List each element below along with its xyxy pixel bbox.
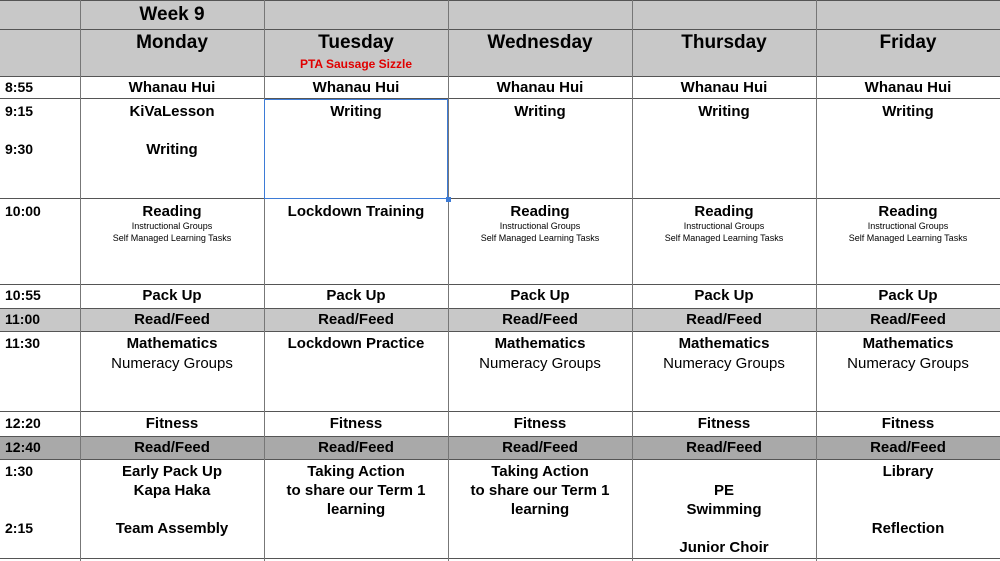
writing: Writing — [330, 103, 382, 120]
selected-cell-outline — [264, 99, 448, 199]
reading: Reading — [142, 203, 202, 220]
week-label: Week 9 — [139, 4, 205, 25]
time-1240: 12:40 — [5, 439, 41, 455]
day-monday: Monday — [136, 32, 208, 53]
fill-handle[interactable] — [446, 197, 451, 202]
numeracy-groups: Numeracy Groups — [111, 355, 233, 372]
taking-action: Taking Action — [307, 463, 405, 480]
pack-up: Pack Up — [510, 287, 570, 304]
pack-up: Pack Up — [878, 287, 938, 304]
read-feed: Read/Feed — [502, 311, 578, 328]
cell-thu-915[interactable] — [632, 103, 816, 197]
share-term-1: to share our Term 1 — [286, 482, 426, 499]
cell-mon-1000[interactable] — [80, 203, 264, 283]
read-feed: Read/Feed — [870, 311, 946, 328]
time-215: 2:15 — [5, 520, 34, 536]
pack-up: Pack Up — [694, 287, 754, 304]
kiva-lesson: KiVaLesson — [129, 103, 215, 120]
read-feed: Read/Feed — [134, 439, 210, 456]
mathematics: Mathematics — [494, 335, 586, 352]
lockdown-training: Lockdown Training — [287, 203, 425, 220]
junior-choir: Junior Choir — [679, 539, 769, 556]
library: Library — [882, 463, 934, 480]
reading: Reading — [694, 203, 754, 220]
numeracy-groups: Numeracy Groups — [847, 355, 969, 372]
mathematics: Mathematics — [126, 335, 218, 352]
whanau-hui: Whanau Hui — [496, 79, 584, 96]
read-feed: Read/Feed — [318, 311, 394, 328]
whanau-hui: Whanau Hui — [680, 79, 768, 96]
time-1220: 12:20 — [5, 415, 41, 431]
whanau-hui: Whanau Hui — [312, 79, 400, 96]
kapa-haka: Kapa Haka — [133, 482, 211, 499]
reading: Reading — [510, 203, 570, 220]
instructional-groups: Instructional Groups — [499, 221, 581, 231]
time-855: 8:55 — [5, 79, 34, 95]
read-feed: Read/Feed — [686, 311, 762, 328]
time-915: 9:15 — [5, 103, 34, 119]
read-feed: Read/Feed — [870, 439, 946, 456]
reading: Reading — [878, 203, 938, 220]
whanau-hui: Whanau Hui — [864, 79, 952, 96]
day-friday: Friday — [879, 32, 937, 53]
cell-wed-1130[interactable] — [448, 335, 632, 410]
cell-tue-130[interactable] — [264, 463, 448, 557]
cell-thu-1130[interactable] — [632, 335, 816, 410]
self-managed-tasks: Self Managed Learning Tasks — [664, 233, 784, 243]
time-1100: 11:00 — [5, 311, 41, 327]
numeracy-groups: Numeracy Groups — [479, 355, 601, 372]
writing: Writing — [698, 103, 750, 120]
cell-tue-1130[interactable] — [264, 335, 448, 410]
mathematics: Mathematics — [862, 335, 954, 352]
numeracy-groups: Numeracy Groups — [663, 355, 785, 372]
cell-wed-130[interactable] — [448, 463, 632, 557]
cell-fri-130[interactable] — [816, 463, 1000, 557]
learning: learning — [510, 501, 570, 518]
writing: Writing — [146, 141, 198, 158]
team-assembly: Team Assembly — [115, 520, 229, 537]
cell-fri-915[interactable] — [816, 103, 1000, 197]
pta-note: PTA Sausage Sizzle — [299, 57, 413, 71]
whanau-hui: Whanau Hui — [128, 79, 216, 96]
share-term-1: to share our Term 1 — [470, 482, 610, 499]
cell-fri-1130[interactable] — [816, 335, 1000, 410]
read-feed: Read/Feed — [502, 439, 578, 456]
lockdown-practice: Lockdown Practice — [287, 335, 425, 352]
fitness: Fitness — [145, 415, 199, 432]
learning: learning — [326, 501, 386, 518]
read-feed: Read/Feed — [686, 439, 762, 456]
cell-thu-1000[interactable] — [632, 203, 816, 283]
fitness: Fitness — [697, 415, 751, 432]
pe: PE — [713, 482, 734, 499]
instructional-groups: Instructional Groups — [131, 221, 213, 231]
cell-wed-1000[interactable] — [448, 203, 632, 283]
time-1000: 10:00 — [5, 203, 41, 219]
early-pack-up: Early Pack Up — [121, 463, 223, 480]
fitness: Fitness — [513, 415, 567, 432]
writing: Writing — [882, 103, 934, 120]
day-tuesday: Tuesday — [318, 32, 394, 53]
self-managed-tasks: Self Managed Learning Tasks — [848, 233, 968, 243]
cell-thu-130[interactable] — [632, 463, 816, 557]
time-1055: 10:55 — [5, 287, 41, 303]
cell-fri-1000[interactable] — [816, 203, 1000, 283]
pack-up: Pack Up — [326, 287, 386, 304]
day-wednesday: Wednesday — [487, 32, 593, 53]
pack-up: Pack Up — [142, 287, 202, 304]
taking-action: Taking Action — [491, 463, 589, 480]
cell-tue-1000[interactable] — [264, 203, 448, 283]
time-130: 1:30 — [5, 463, 34, 479]
cell-wed-915[interactable] — [448, 103, 632, 197]
swimming: Swimming — [686, 501, 762, 518]
read-feed: Read/Feed — [318, 439, 394, 456]
instructional-groups: Instructional Groups — [683, 221, 765, 231]
cell-mon-130[interactable] — [80, 463, 264, 557]
cell-mon-1130[interactable] — [80, 335, 264, 410]
fitness: Fitness — [329, 415, 383, 432]
writing: Writing — [514, 103, 566, 120]
read-feed: Read/Feed — [134, 311, 210, 328]
mathematics: Mathematics — [678, 335, 770, 352]
time-1130: 11:30 — [5, 335, 41, 351]
week-label-cell[interactable] — [80, 4, 264, 28]
time-930: 9:30 — [5, 141, 34, 157]
reflection: Reflection — [871, 520, 945, 537]
self-managed-tasks: Self Managed Learning Tasks — [112, 233, 232, 243]
instructional-groups: Instructional Groups — [867, 221, 949, 231]
cell-mon-915[interactable] — [80, 103, 264, 197]
fitness: Fitness — [881, 415, 935, 432]
self-managed-tasks: Self Managed Learning Tasks — [480, 233, 600, 243]
day-thursday: Thursday — [681, 32, 767, 53]
